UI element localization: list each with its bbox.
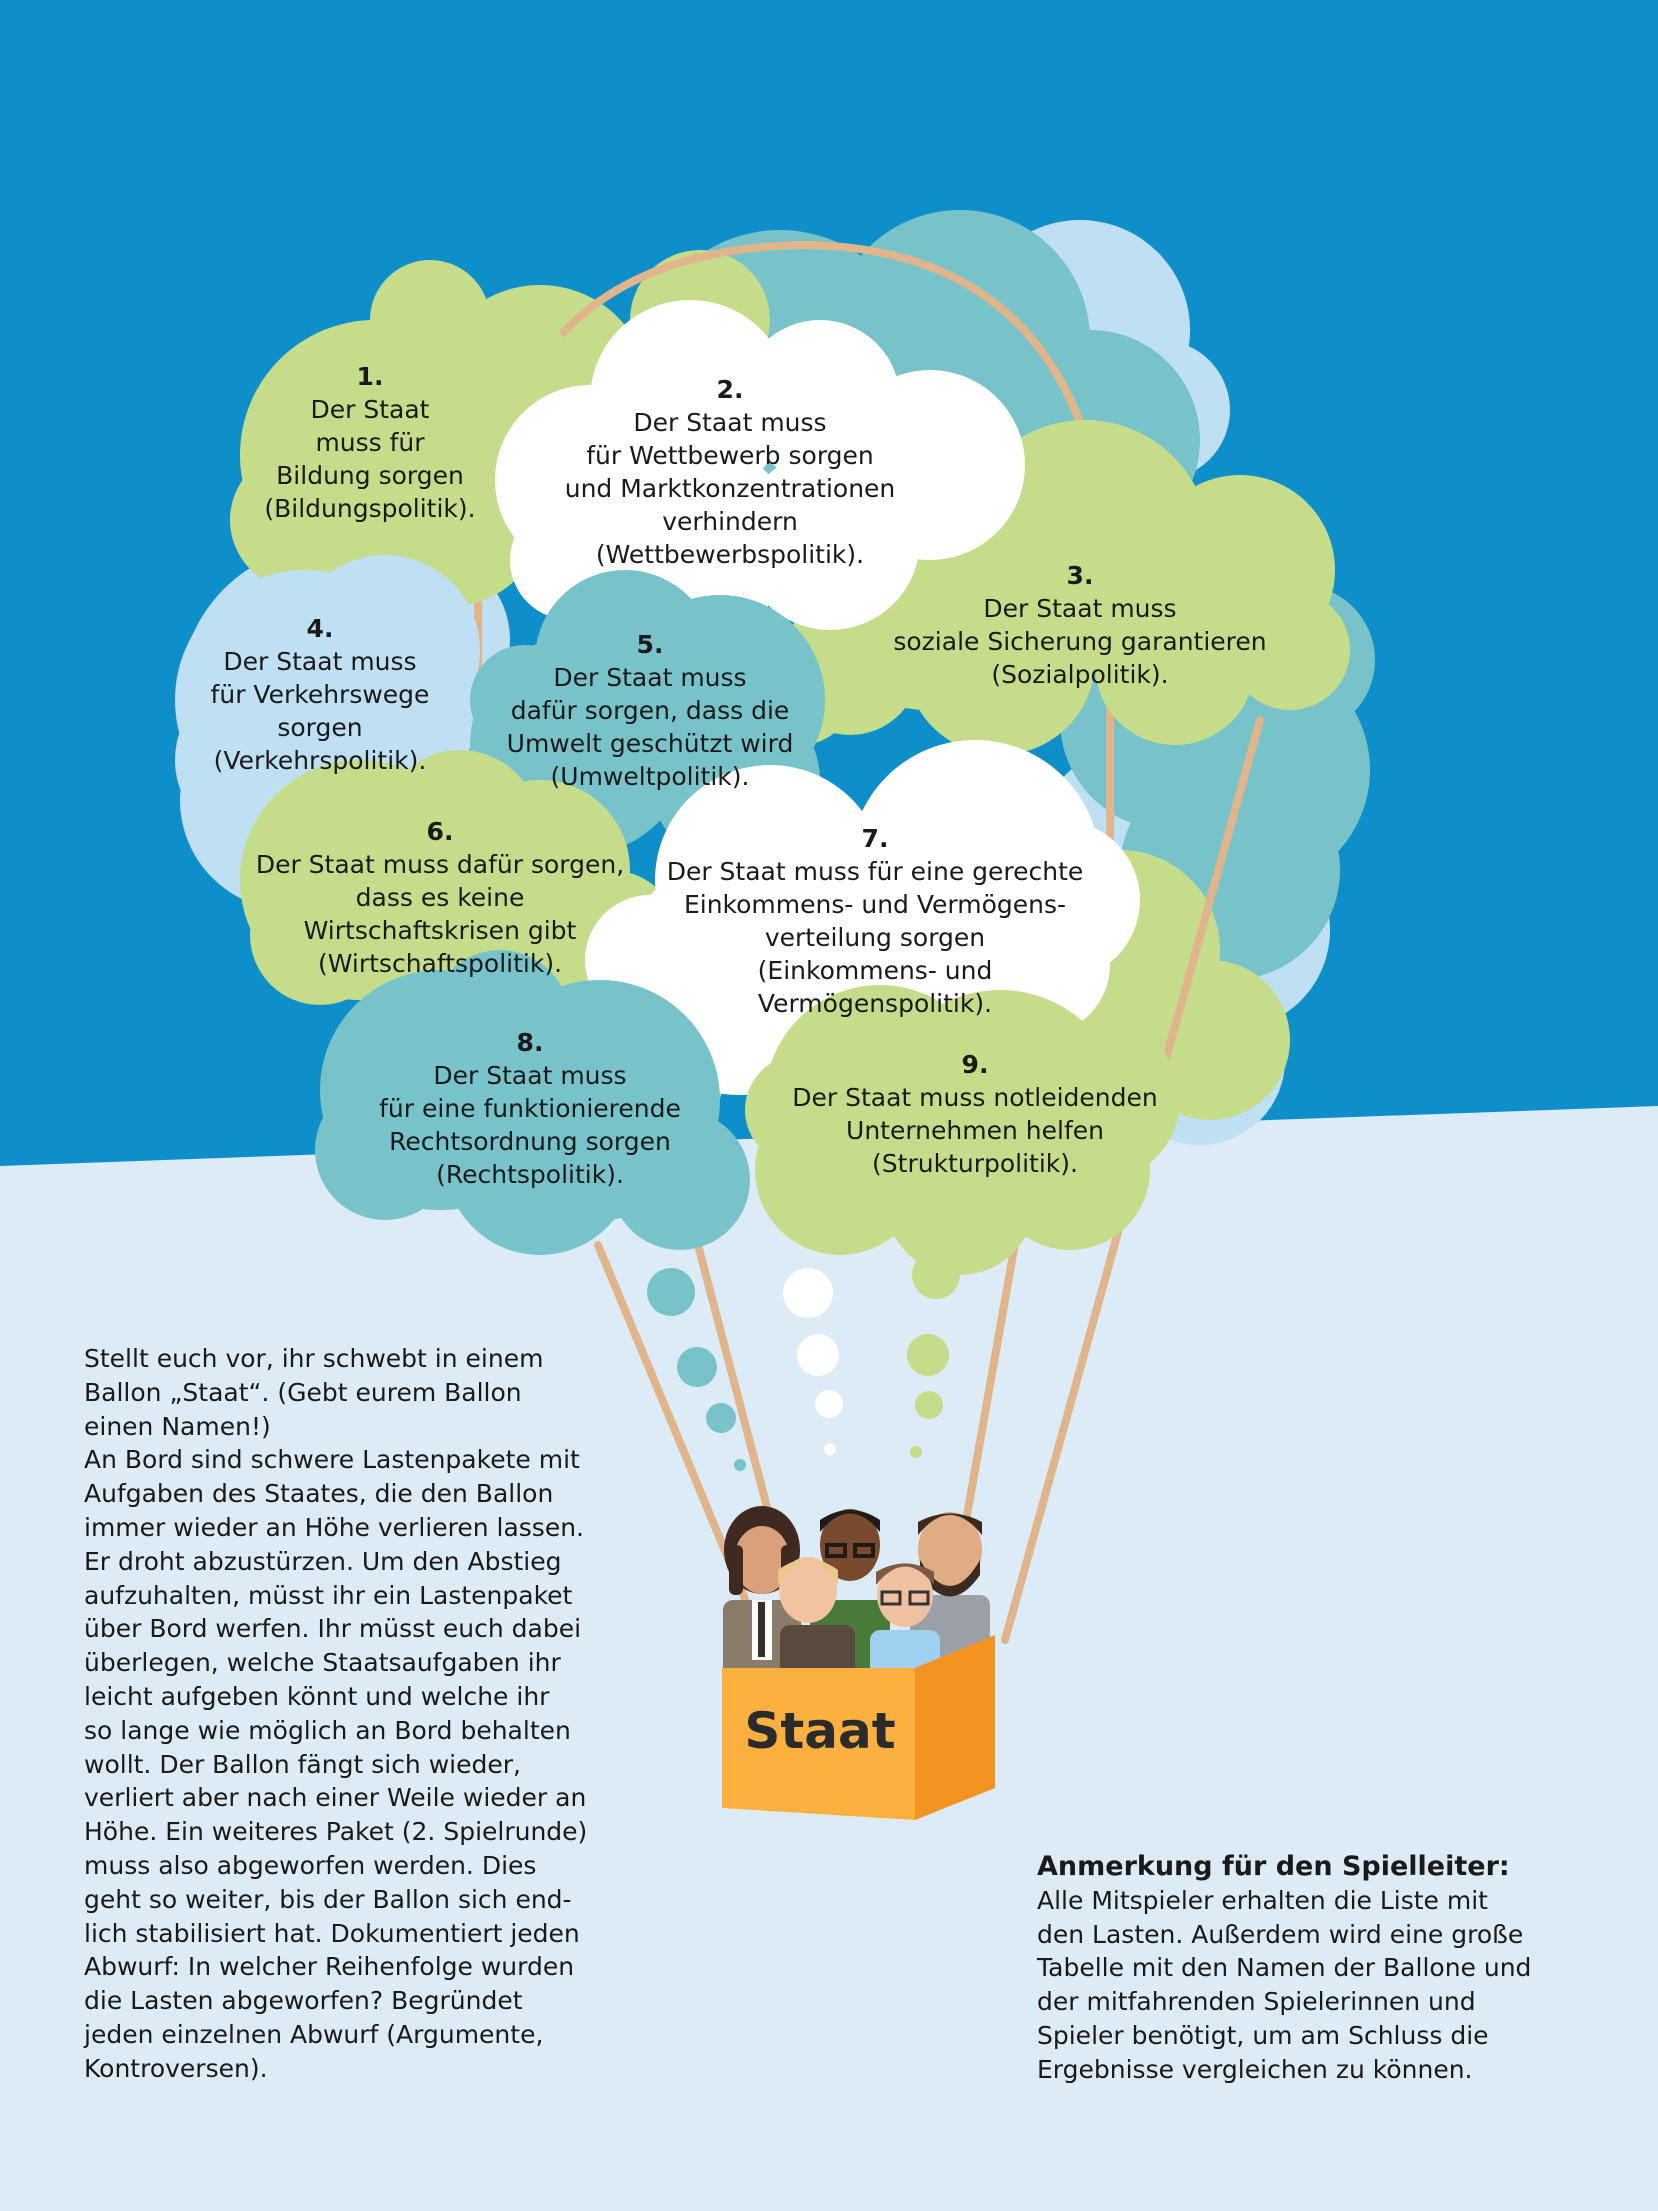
- item-number: 5.: [636, 630, 664, 659]
- balloon-item-2: 2. Der Staat muss für Wettbewerb sorgen und Marktkonzentrationen verhindern (Wettbewerbspolitik).: [560, 373, 900, 571]
- item-number: 7.: [861, 824, 889, 853]
- instructions-line: An Bord sind schwere Lastenpakete mit: [84, 1445, 580, 1475]
- instructions-line: einen Namen!): [84, 1411, 271, 1441]
- instructions-line: Er droht abzustürzen. Um den Abstieg: [84, 1546, 562, 1576]
- instructions-line: die Lasten abgeworfen? Begründet: [84, 1986, 523, 2016]
- instructions-line: Stellt euch vor, ihr schwebt in einem: [84, 1344, 544, 1373]
- note-line: Alle Mitspieler erhalten die Liste mit: [1037, 1885, 1488, 1915]
- instructions-line: geht so weiter, bis der Ballon sich end-: [84, 1884, 572, 1914]
- instructions-line: Kontroversen).: [84, 2053, 268, 2083]
- note-line: der mitfahrenden Spielerinnen und: [1037, 1987, 1476, 2017]
- instructions-line: Ballon „Staat“. (Gebt eurem Ballon: [84, 1377, 522, 1407]
- item-number: 6.: [426, 817, 454, 846]
- note-body: [1037, 1884, 1597, 2087]
- instructions-line: Höhe. Ein weiteres Paket (2. Spielrunde): [84, 1817, 588, 1847]
- balloon-item-6: 6. Der Staat muss dafür sorgen, dass es keine Wirtschaftskrisen gibt (Wirtschaftspolitik).: [240, 815, 640, 980]
- instructions-line: überlegen, welche Staatsaufgaben ihr: [84, 1648, 561, 1678]
- instructions-line: Aufgaben des Staates, die den Ballon: [84, 1479, 554, 1509]
- instructions-line: so lange wie möglich an Bord behalten: [84, 1715, 571, 1745]
- instructions-line: über Bord werfen. Ihr müsst euch dabei: [84, 1614, 582, 1644]
- instructions-line: muss also abgeworfen werden. Dies: [84, 1850, 537, 1880]
- balloon-item-4: 4. Der Staat muss für Verkehrswege sorgen (Verkehrspolitik).: [190, 612, 450, 777]
- item-number: 8.: [516, 1028, 544, 1057]
- item-number: 3.: [1066, 561, 1094, 590]
- item-number: 1.: [356, 362, 384, 391]
- note-line: Tabelle mit den Namen der Ballone und: [1037, 1953, 1532, 1983]
- instructions-line: immer wieder an Höhe verlieren lassen.: [84, 1512, 584, 1542]
- item-number: 4.: [306, 614, 334, 643]
- instructions-line: leicht aufgeben könnt und welche ihr: [84, 1681, 550, 1711]
- item-number: 2.: [716, 375, 744, 404]
- instructions-line: Abwurf: In welcher Reihenfolge wurden: [84, 1952, 575, 1982]
- balloon-item-5: 5. Der Staat muss dafür sorgen, dass die Umwelt geschützt wird (Umweltpolitik).: [490, 628, 810, 793]
- balloon-item-3: 3. Der Staat muss soziale Sicherung garantieren (Sozialpolitik).: [870, 559, 1290, 691]
- instructions-line: jeden einzelnen Abwurf (Argumente,: [84, 2019, 544, 2049]
- note-line: den Lasten. Außerdem wird eine große: [1037, 1919, 1524, 1949]
- game-leader-note: [1037, 1850, 1597, 2087]
- balloon-item-7: 7. Der Staat muss für eine gerechte Einkommens- und Vermögens- verteilung sorgen (Einkommens- und Vermögenspolitik).: [650, 822, 1100, 1020]
- note-line: Ergebnisse vergleichen zu können.: [1037, 2054, 1473, 2084]
- balloon-item-8: 8. Der Staat muss für eine funktionierende Rechtsordnung sorgen (Rechtspolitik).: [340, 1026, 720, 1191]
- note-title: Anmerkung für den Spielleiter:: [1037, 1851, 1510, 1882]
- basket-label: Staat: [744, 1702, 896, 1760]
- item-number: 9.: [961, 1050, 989, 1079]
- note-line: Spieler benötigt, um am Schluss die: [1037, 2020, 1489, 2050]
- instructions-line: verliert aber nach einer Weile wieder an: [84, 1783, 587, 1813]
- balloon-item-1: 1. Der Staat muss für Bildung sorgen (Bildungspolitik).: [240, 360, 500, 525]
- balloon-item-9: 9. Der Staat muss notleidenden Unternehmen helfen (Strukturpolitik).: [770, 1048, 1180, 1180]
- instructions-line: aufzuhalten, müsst ihr ein Lastenpaket: [84, 1580, 573, 1610]
- instructions-line: lich stabilisiert hat. Dokumentiert jeden: [84, 1918, 580, 1948]
- instructions-line: wollt. Der Ballon fängt sich wieder,: [84, 1749, 521, 1779]
- game-instructions: [84, 1342, 604, 2086]
